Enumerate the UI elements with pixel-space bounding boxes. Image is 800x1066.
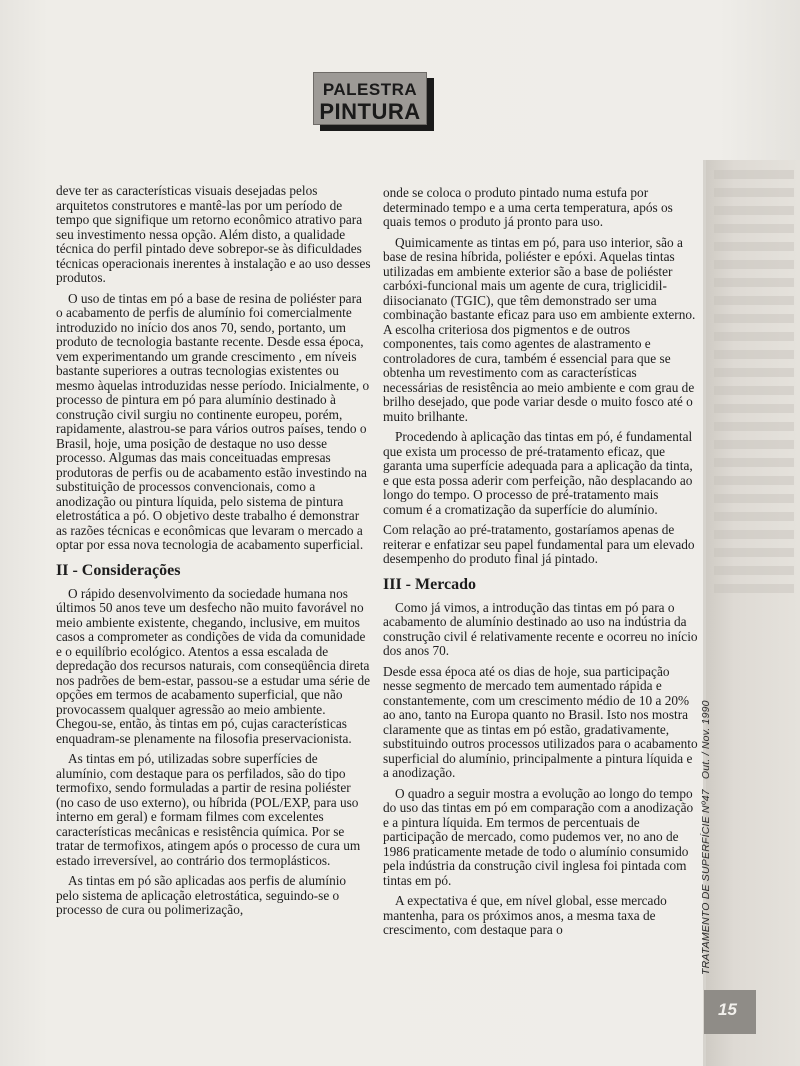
paragraph: Procedendo à aplicação das tintas em pó, é fundamental que exista um processo de pré-tratamento eficaz, que garanta uma superfície adequada para a aplicação da tinta, e que esta possa aderir com perfeição, não desplacando ao longo do tempo. O processo de pré-tratamento mais comum é a cromatização da superfície do alumínio. xyxy=(383,429,693,517)
paragraph: Quimicamente as tintas em pó, para uso interior, são a base de resina híbrida, poliéster e epóxi. Aquelas tintas utilizadas em ambiente exterior são a base de poliéster carbóxi-funcional mais um agente de cura, triglicidil-diisocianato (TGIC), que têm demonstrado ser uma combinação bastante eficaz para uso em ambiente externo. A escolha criteriosa dos pigmentos e de outros componentes, tais como agentes de alastramento e controladores de cura, também é essencial para que se obtenha um revestimento com as características necessárias de resistência ao meio ambiente e com grau de brilho desejado, que pode variar desde o muito fosco até o muito brilhante. xyxy=(383,234,696,424)
bleed-through-text xyxy=(714,170,794,602)
paragraph: A expectativa é que, em nível global, esse mercado mantenha, para os próximos anos, a mesma taxa de crescimento, com destaque para o xyxy=(383,893,667,937)
page-number: 15 xyxy=(718,1000,737,1019)
spine-date: Out. / Nov. 1990 xyxy=(700,700,712,780)
badge-line-pintura: PINTURA xyxy=(319,99,421,124)
paragraph: deve ter as características visuais desejadas pelos arquitetos construtores e mantê-las por um período de tempo que signifique um retorno econômico atrativo para seu investimento nessa opção. Além disto, a qualidade técnica do perfil pintado deve sobrepor-se às dificuldades técnicas operacionais inerentes à instalação e ao uso desses produtos. xyxy=(56,183,371,285)
spine-title: TRATAMENTO DE SUPERFÍCIE Nº47 xyxy=(700,789,712,975)
paragraph: O quadro a seguir mostra a evolução ao longo do tempo do uso das tintas em pó em comparação com a anodização e a pintura líquida. Em termos de percentuais de participação de mercado, como pudemos ver, no ano de 1986 praticamente metade de todo o alumínio consumido pela indústria da construção civil inglesa foi pintada com tintas em pó. xyxy=(383,785,694,888)
paragraph: Como já vimos, a introdução das tintas em pó para o acabamento de alumínio destinado ao uso na indústria da construção civil é relativamente recente e ocorreu no início dos anos 70. xyxy=(383,599,698,658)
page-number-tab xyxy=(704,990,756,1034)
paragraph: As tintas em pó, utilizadas sobre superfícies de alumínio, com destaque para os perfilados, são do tipo termofixo, sendo formuladas a partir de resina poliéster (no caso de uso externo), ou híbrida (POL/EXP, para uso interno em geral) e formam filmes com excelentes características mecânicas e resistência química. Por se tratar de termofixos, atingem após o processo de cura um estado irreversível, ao contrário dos termoplásticos. xyxy=(56,751,361,868)
right-column xyxy=(383,186,698,944)
badge-label xyxy=(313,72,427,125)
paragraph: onde se coloca o produto pintado numa estufa por determinado tempo e a uma certa temperatura, após os quais temos o produto já pronto para uso. xyxy=(383,185,673,229)
section-heading-mercado: III - Mercado xyxy=(383,575,477,593)
paragraph: Com relação ao pré-tratamento, gostaríamos apenas de reiterar e enfatizar seu papel fundamental para um elevado desempenho do produto final já pintado. xyxy=(383,522,695,566)
paragraph: O rápido desenvolvimento da sociedade humana nos últimos 50 anos teve um desfecho não muito favorável no meio ambiente existente, chegando, inclusive, em muitos casos a comprometer as condições de vida da comunidade e o equilíbrio ecológico. Atentos a essa escalada de depredação dos recursos naturais, com conseqüência direta nos padrões de bem-estar, passou-se a estudar uma série de opções em termos de acabamento superficial, que não provocassem qualquer agressão ao meio ambiente. Chegou-se, então, às tintas em pó, cujas características enquadram-se plenamente na filosofia preservacionista. xyxy=(56,585,371,746)
section-heading-consideracoes: II - Considerações xyxy=(56,561,181,579)
section-badge xyxy=(313,72,434,131)
paragraph: Desde essa época até os dias de hoje, sua participação nesse segmento de mercado tem aumentado rápida e constantemente, com um crescimento médio de 10 a 20% ao ano, tanto na Europa quanto no Brasil. Isto nos mostra claramente que as tintas em pó estão, gradativamente, substituindo outros processos utilizados para o acabamento superficial do alumínio, principalmente a pintura líquida e a anodização. xyxy=(383,663,698,780)
badge-line-palestra: PALESTRA xyxy=(322,80,418,99)
paragraph: As tintas em pó são aplicadas aos perfis de alumínio pelo sistema de aplicação eletrostática, seguindo-se o processo de cura ou polimerização, xyxy=(56,873,347,917)
spine-caption xyxy=(700,700,712,975)
left-column xyxy=(56,184,371,924)
paragraph: O uso de tintas em pó a base de resina de poliéster para o acabamento de perfis de alumínio foi comercialmente introduzido no início dos anos 70, sendo, portanto, um produto de tecnologia bastante recente. Desde essa época, vem experimentando um grande crescimento , em níveis bastante superiores a outras tecnologias existentes ou mesmo àquelas introduzidas nesse período. Inicialmente, o processo de pintura em pó para alumínio destinado à construção civil surgiu no continente europeu, porém, rapidamente, alastrou-se para vários outros países, tendo o Brasil, hoje, uma posição de destaque no uso desse processo. Algumas das mais conceituadas empresas produtoras de perfis ou de acabamento estão investindo na substituição de processos convencionais, como a anodização ou pintura líquida, pelo sistema de pintura eletrostática a pó. O objetivo deste trabalho é demonstrar as razões técnicas e econômicas que levaram o mercado a optar por essa nova tecnologia de acabamento superficial. xyxy=(56,290,370,552)
